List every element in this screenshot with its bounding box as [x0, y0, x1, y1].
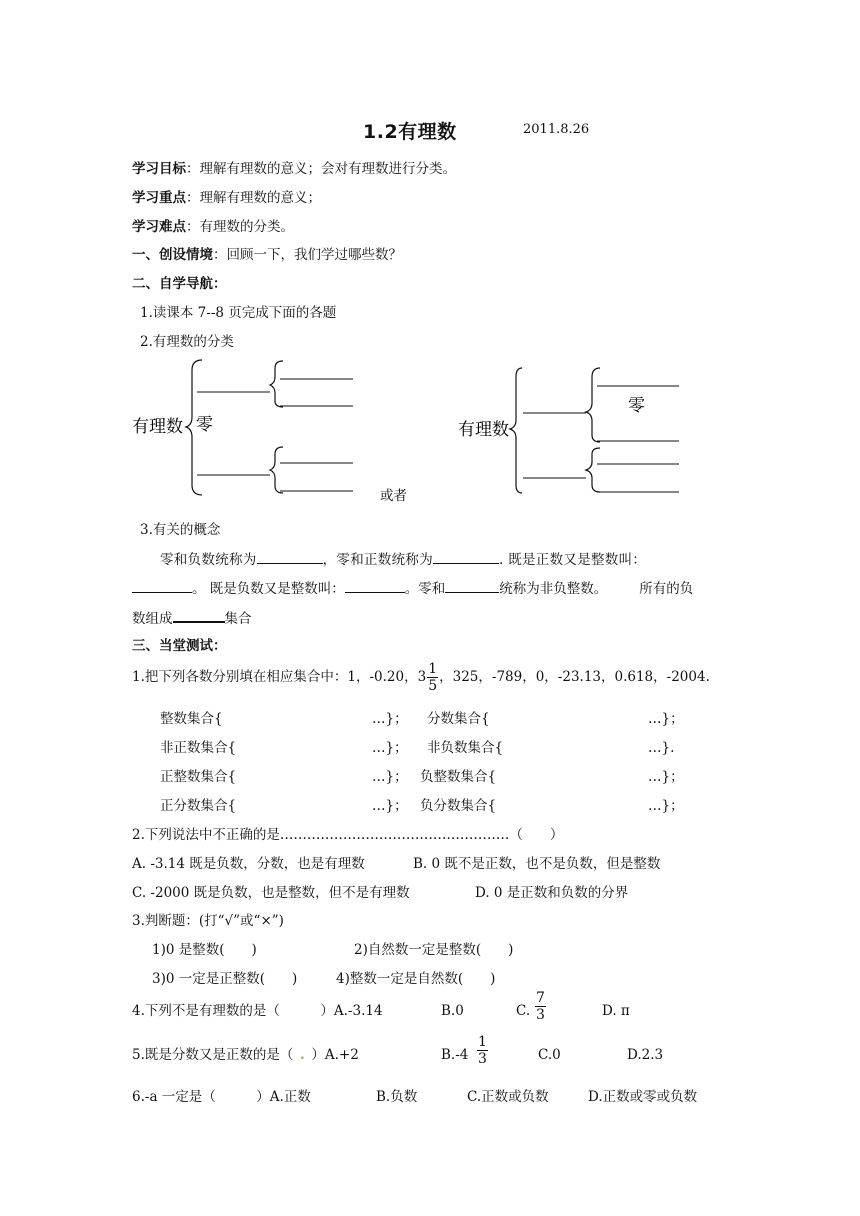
page-title: 1.2有理数 — [363, 121, 457, 143]
q4-option-c: C. — [516, 1003, 531, 1019]
positive-integer-set: 正整数集合{ — [160, 769, 237, 785]
q4-option-d: D. π — [602, 1003, 630, 1019]
q6-option-d: D.正数或零或负数 — [588, 1089, 698, 1105]
non-positive-set-end: …}； — [372, 740, 408, 756]
fraction-set: 分数集合{ — [427, 711, 490, 727]
q3-item-2: 2)自然数一定是整数( ) — [354, 942, 514, 958]
concept-line-2: 。 既是负数又是整数叫： 。零和 统称为非负整数。 所有的负 — [132, 579, 693, 598]
q3-item-3: 3)0 一定是正整数( ) — [152, 971, 298, 987]
positive-integer-set-end: …}； — [372, 769, 408, 785]
section-3-heading: 三、当堂测试： — [132, 638, 227, 654]
diagram-left-label: 有理数 — [132, 417, 183, 437]
fraction-set-end: …}； — [648, 711, 684, 727]
diagram-or: 或者 — [380, 488, 407, 504]
non-negative-set: 非负数集合{ — [427, 740, 504, 756]
question-4: 4.下列不是有理数的是（ ）A.-3.14 — [132, 1003, 383, 1019]
question-3: 3.判断题：(打“√”或“×”) — [132, 913, 284, 929]
integer-set-end: …}； — [372, 711, 408, 727]
concept-line-1: 零和负数统称为 ，零和正数统称为 . 既是正数又是整数叫： — [160, 552, 647, 568]
non-positive-set: 非正数集合{ — [160, 740, 237, 756]
diagram-right-zero: 零 — [628, 396, 645, 416]
q6-option-b: B.负数 — [376, 1089, 418, 1105]
q3-item-4: 4)整数一定是自然数( ) — [336, 971, 496, 987]
fraction-one-third: $\frac{1}{3}$ — [478, 1034, 487, 1067]
instruction-3: 3.有关的概念 — [140, 522, 221, 538]
negative-fraction-set: 负分数集合{ — [420, 798, 497, 814]
q2-option-c: C. -2000 既是负数，也是整数，但不是有理数 — [132, 885, 410, 901]
non-negative-set-end: …}. — [648, 740, 675, 756]
q5-option-b: B.-4 — [441, 1047, 469, 1063]
question-1: 1.把下列各数分别填在相应集合中：1，-0.20，3 $\frac{1}{5}$ ，325，-789，0，-23.13，0.618，-2004. — [132, 661, 710, 694]
learning-goal: 学习目标：理解有理数的意义；会对有理数进行分类。 — [132, 161, 456, 177]
difficulty: 学习难点：有理数的分类。 — [132, 219, 294, 235]
question-5: 5.既是分数又是正数的是（ . ）A.+2 — [132, 1047, 359, 1063]
q5-option-c: C.0 — [538, 1047, 561, 1063]
diagram-right-label: 有理数 — [458, 420, 509, 440]
fraction-one-fifth: $\frac{1}{5}$ — [428, 661, 438, 694]
integer-set: 整数集合{ — [160, 711, 223, 727]
negative-fraction-set-end: …}； — [648, 798, 684, 814]
fraction-seven-thirds: $\frac{7}{3}$ — [536, 990, 545, 1023]
negative-integer-set-end: …}； — [648, 769, 684, 785]
q3-item-1: 1)0 是整数( ) — [152, 942, 257, 958]
q2-option-b: B. 0 既不是正数，也不是负数，但是整数 — [413, 856, 661, 872]
q2-option-a: A. -3.14 既是负数，分数，也是有理数 — [132, 856, 365, 872]
q6-option-c: C.正数或负数 — [467, 1089, 549, 1105]
key-point: 学习重点：理解有理数的意义； — [132, 190, 321, 206]
concept-line-3: 数组成 集合 — [132, 608, 252, 628]
diagram-left-zero: 零 — [196, 415, 213, 435]
q5-option-d: D.2.3 — [627, 1047, 664, 1063]
section-1: 一、创设情境：回顾一下，我们学过哪些数？ — [132, 247, 402, 263]
section-2-heading: 二、自学导航： — [132, 276, 227, 292]
negative-integer-set: 负整数集合{ — [420, 769, 497, 785]
positive-fraction-set: 正分数集合{ — [160, 798, 237, 814]
classification-diagram — [120, 355, 720, 505]
q2-option-d: D. 0 是正数和负数的分界 — [475, 885, 629, 901]
instruction-1: 1.读课本 7--8 页完成下面的各题 — [140, 305, 337, 321]
q4-option-b: B.0 — [441, 1003, 464, 1019]
yellow-mark: . — [300, 1047, 305, 1063]
positive-fraction-set-end: …}； — [372, 798, 408, 814]
instruction-2: 2.有理数的分类 — [140, 334, 234, 350]
question-2: 2.下列说法中不正确的是……………………………………………（ ） — [132, 827, 564, 843]
date: 2011.8.26 — [523, 122, 590, 137]
question-6: 6.-a 一定是（ ）A.正数 — [132, 1089, 311, 1105]
